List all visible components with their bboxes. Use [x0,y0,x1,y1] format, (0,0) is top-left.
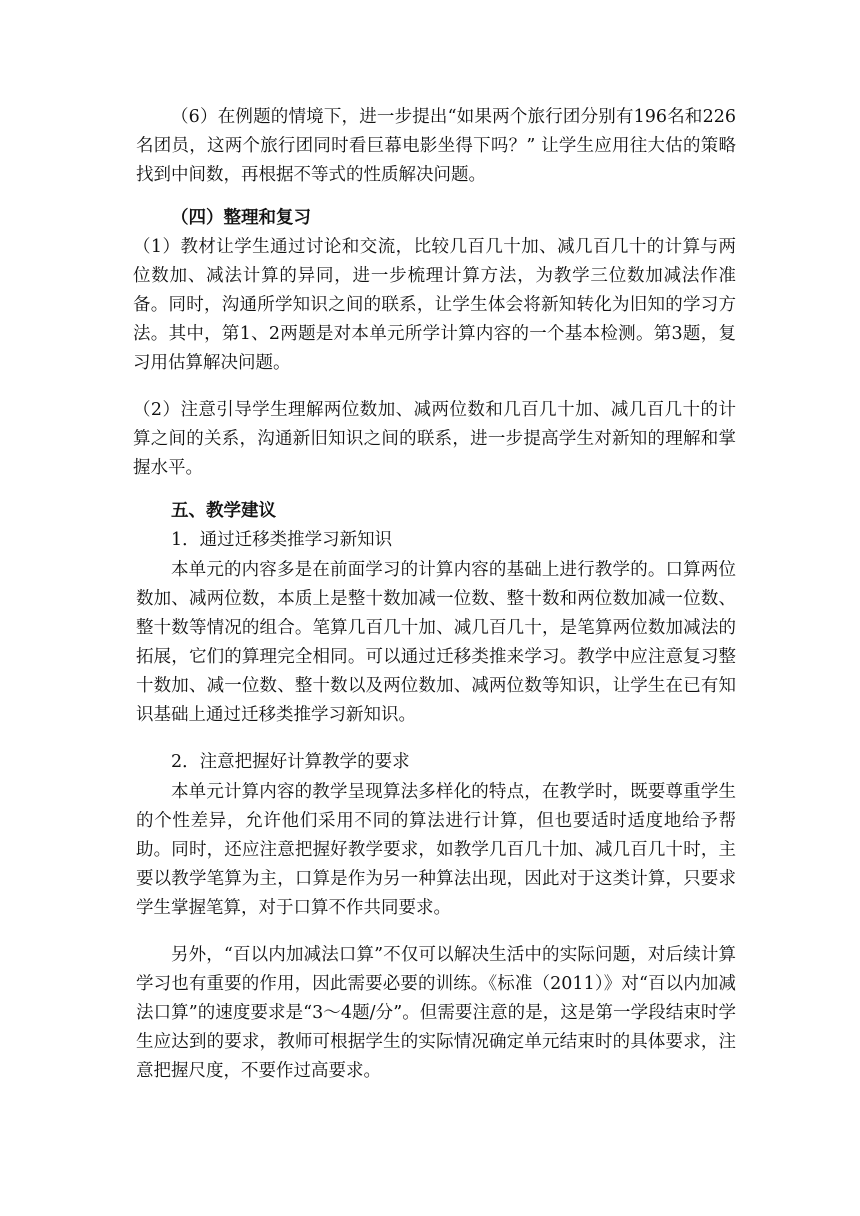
paragraph-example-6: （6）在例题的情境下，进一步提出“如果两个旅行团分别有196名和226名团员，这两个旅行团同时看巨幕电影坐得下吗？” 让学生应用往大估的策略找到中间数，再根据不等式的性质解决问题。 [136,107,736,185]
paragraph-calculation-requirements: 本单元计算内容的教学呈现算法多样化的特点，在教学时，既要尊重学生的个性差异，允许他们采用不同的算法进行计算，但也要适时适度地给予帮助。同时，还应注意把握好教学要求，如教学几百几十加、减几百几十时，主要以教学笔算为主，口算是作为另一种算法出现，因此对于这类计算，只要求学生掌握笔算，对于口算不作共同要求。 [136,782,736,918]
paragraph-mental-arithmetic: 另外，“百以内加减法口算”不仅可以解决生活中的实际问题，对后续计算学习也有重要的作用，因此需要必要的训练。《标准（2011）》对“百以内加减法口算”的速度要求是“3～4题/分”。但需要注意的是，这是第一学段结束时学生应达到的要求，教师可根据学生的实际情况确定单元结束时的具体要求，注意把握尺度，不要作过高要求。 [136,945,736,1081]
subheading-calculation-requirements: 2．注意把握好计算教学的要求 [171,752,410,772]
paragraph-transfer-learning: 本单元的内容多是在前面学习的计算内容的基础上进行教学的。口算两位数加、减两位数，本质上是整十数加减一位数、整十数和两位数加减一位数、整十数等情况的组合。笔算几百几十加、减几百几十，是笔算两位数加减法的拓展，它们的算理完全相同。可以通过迁移类推来学习。教学中应注意复习整十数加、减一位数、整十数以及两位数加、减两位数等知识，让学生在已有知识基础上通过迁移类推学习新知识。 [136,560,736,725]
section-heading-suggestions: 五、教学建议 [171,501,276,521]
subheading-transfer-learning: 1．通过迁移类推学习新知识 [171,530,393,550]
paragraph-review-2: （2）注意引导学生理解两位数加、减两位数和几百几十加、减几百几十的计算之间的关系，沟通新旧知识之间的联系，进一步提高学生对新知的理解和掌握水平。 [133,400,736,478]
section-heading-review: （四）整理和复习 [171,208,311,228]
paragraph-review-1: （1）教材让学生通过讨论和交流，比较几百几十加、减几百几十的计算与两位数加、减法计算的异同，进一步梳理计算方法，为教学三位数加减法作准备。同时，沟通所学知识之间的联系，让学生体会将新知转化为旧知的学习方法。其中，第1、2两题是对本单元所学计算内容的一个基本检测。第3题，复习用估算解决问题。 [133,237,736,373]
